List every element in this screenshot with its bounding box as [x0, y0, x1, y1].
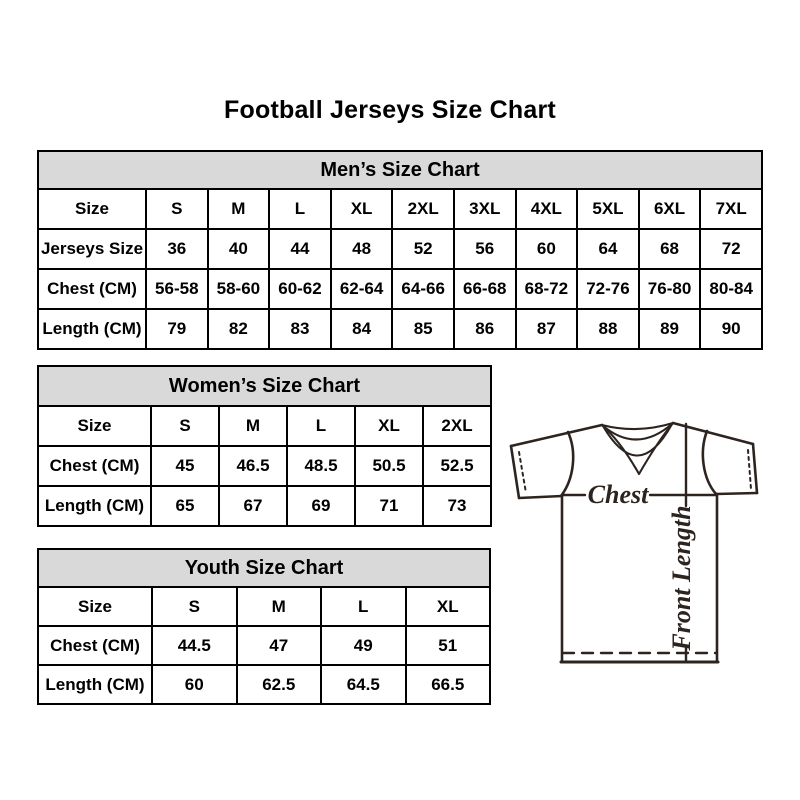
row-label-cell: Chest (CM) — [38, 269, 146, 309]
size-header-cell: 2XL — [423, 406, 491, 446]
value-cell: 79 — [146, 309, 208, 349]
table-row — [38, 486, 491, 526]
front-length-label: Front Length — [667, 505, 696, 651]
left-shoulder-line — [511, 425, 602, 446]
value-cell: 87 — [516, 309, 578, 349]
value-cell: 62.5 — [237, 665, 322, 704]
value-cell: 64-66 — [392, 269, 454, 309]
table-section-header-row — [38, 151, 762, 189]
size-header-cell: S — [146, 189, 208, 229]
value-cell: 40 — [208, 229, 270, 269]
table-title: Men’s Size Chart — [38, 151, 762, 189]
value-cell: 68 — [639, 229, 701, 269]
value-cell: 48.5 — [287, 446, 355, 486]
value-cell: 62-64 — [331, 269, 393, 309]
value-cell: 67 — [219, 486, 287, 526]
value-cell: 48 — [331, 229, 393, 269]
size-header-cell: 7XL — [700, 189, 762, 229]
value-cell: 72 — [700, 229, 762, 269]
size-header-cell: 2XL — [392, 189, 454, 229]
value-cell: 46.5 — [219, 446, 287, 486]
table-row — [38, 309, 762, 349]
value-cell: 47 — [237, 626, 322, 665]
value-cell: 56 — [454, 229, 516, 269]
size-header-cell: M — [219, 406, 287, 446]
table-section-header-row — [38, 366, 491, 406]
value-cell: 60-62 — [269, 269, 331, 309]
value-cell: 64.5 — [321, 665, 406, 704]
value-cell: 72-76 — [577, 269, 639, 309]
value-cell: 89 — [639, 309, 701, 349]
size-header-cell: S — [152, 587, 237, 626]
row-label-cell: Jerseys Size — [38, 229, 146, 269]
size-header-cell: XL — [355, 406, 423, 446]
value-cell: 51 — [406, 626, 491, 665]
value-cell: 45 — [151, 446, 219, 486]
value-cell: 44.5 — [152, 626, 237, 665]
table-row — [38, 626, 490, 665]
right-sleeve-cuff — [753, 444, 757, 493]
value-cell: 50.5 — [355, 446, 423, 486]
chest-label: Chest — [587, 480, 649, 509]
right-armhole-seam — [703, 431, 716, 494]
size-header-cell: M — [208, 189, 270, 229]
left-sleeve-underarm — [519, 496, 562, 498]
value-cell: 73 — [423, 486, 491, 526]
value-cell: 90 — [700, 309, 762, 349]
value-cell: 85 — [392, 309, 454, 349]
row-label-cell: Chest (CM) — [38, 446, 151, 486]
row-label-cell: Chest (CM) — [38, 626, 152, 665]
size-header-cell: L — [269, 189, 331, 229]
table-section-header-row — [38, 549, 490, 587]
table-row — [38, 189, 762, 229]
table-row — [38, 229, 762, 269]
value-cell: 84 — [331, 309, 393, 349]
table-title: Women’s Size Chart — [38, 366, 491, 406]
value-cell: 65 — [151, 486, 219, 526]
value-cell: 36 — [146, 229, 208, 269]
table-row — [38, 269, 762, 309]
size-header-cell: S — [151, 406, 219, 446]
value-cell: 64 — [577, 229, 639, 269]
size-header-cell: 4XL — [516, 189, 578, 229]
value-cell: 76-80 — [639, 269, 701, 309]
table-row — [38, 446, 491, 486]
value-cell: 80-84 — [700, 269, 762, 309]
table-row — [38, 587, 490, 626]
value-cell: 52.5 — [423, 446, 491, 486]
value-cell: 44 — [269, 229, 331, 269]
table-row — [38, 406, 491, 446]
table-row — [38, 665, 490, 704]
size-header-cell: 5XL — [577, 189, 639, 229]
womens-size-table — [37, 365, 492, 527]
size-header-cell: L — [321, 587, 406, 626]
right-cuff-stitch-line — [748, 450, 751, 489]
value-cell: 58-60 — [208, 269, 270, 309]
left-sleeve-cuff — [511, 446, 519, 498]
table-title: Youth Size Chart — [38, 549, 490, 587]
value-cell: 56-58 — [146, 269, 208, 309]
value-cell: 49 — [321, 626, 406, 665]
value-cell: 60 — [516, 229, 578, 269]
left-cuff-stitch-line — [519, 452, 526, 493]
right-sleeve-underarm — [716, 493, 757, 494]
size-header-cell: XL — [331, 189, 393, 229]
left-armhole-seam — [561, 432, 573, 496]
value-cell: 83 — [269, 309, 331, 349]
value-cell: 88 — [577, 309, 639, 349]
mens-size-table — [37, 150, 763, 350]
collar-back-arc — [602, 423, 673, 429]
size-header-cell: 6XL — [639, 189, 701, 229]
size-header-cell: L — [287, 406, 355, 446]
value-cell: 52 — [392, 229, 454, 269]
size-header-cell: M — [237, 587, 322, 626]
row-label-cell: Length (CM) — [38, 309, 146, 349]
jersey-measurement-diagram — [500, 408, 780, 673]
row-label-cell: Length (CM) — [38, 665, 152, 704]
page-title: Football Jerseys Size Chart — [224, 96, 556, 124]
row-label-cell: Length (CM) — [38, 486, 151, 526]
value-cell: 60 — [152, 665, 237, 704]
value-cell: 69 — [287, 486, 355, 526]
value-cell: 71 — [355, 486, 423, 526]
row-label-cell: Size — [38, 189, 146, 229]
value-cell: 86 — [454, 309, 516, 349]
youth-size-table — [37, 548, 491, 705]
size-header-cell: XL — [406, 587, 491, 626]
size-header-cell: 3XL — [454, 189, 516, 229]
value-cell: 66-68 — [454, 269, 516, 309]
row-label-cell: Size — [38, 587, 152, 626]
value-cell: 82 — [208, 309, 270, 349]
value-cell: 66.5 — [406, 665, 491, 704]
row-label-cell: Size — [38, 406, 151, 446]
value-cell: 68-72 — [516, 269, 578, 309]
